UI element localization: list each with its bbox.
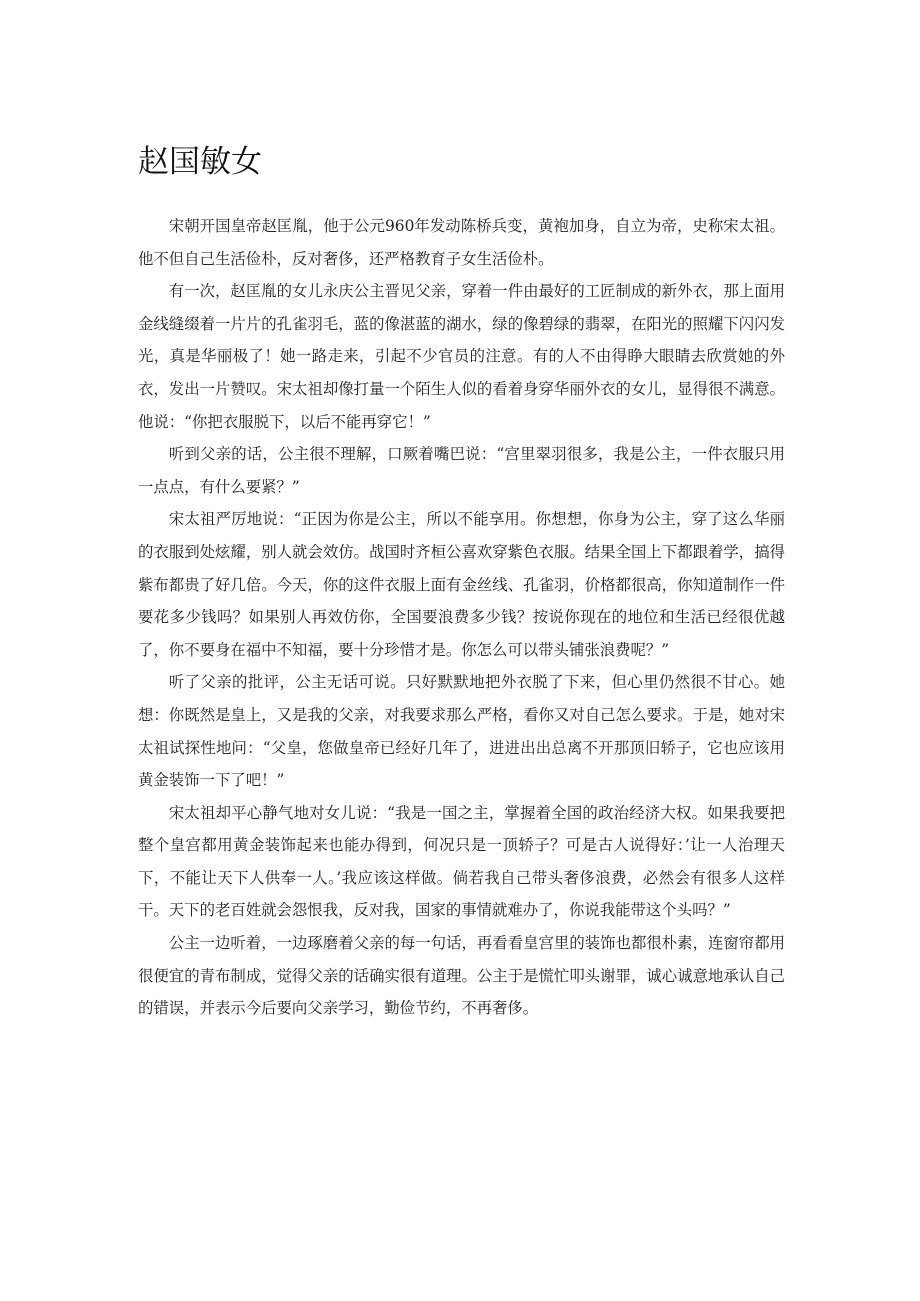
- paragraph-5: 听了父亲的批评，公主无话可说。只好默默地把外衣脱了下来，但心里仍然很不甘心。她想：你既然是皇上，又是我的父亲，对我要求那么严格，看你又对自己怎么要求。于是，她对宋太祖试探性地问：“父皇，您做皇帝已经好几年了，进进出出总离不开那顶旧轿子，它也应该用黄金装饰一下了吧！”: [138, 673, 785, 790]
- paragraph-7: 公主一边听着，一边琢磨着父亲的每一句话，再看看皇宫里的装饰也都很朴素，连窗帘都用很便宜的青布制成，觉得父亲的话确实很有道理。公主于是慌忙叩头谢罪，诚心诚意地承认自己的错误，并表示今后要向父亲学习，勤俭节约，不再奢侈。: [138, 934, 785, 1018]
- paragraph-1: 宋朝开国皇帝赵匡胤，他于公元960年发动陈桥兵变，黄袍加身，自立为帝，史称宋太祖。他不但自己生活俭朴，反对奢侈，还严格教育子女生活俭朴。: [138, 217, 785, 268]
- paragraph-2: 有一次，赵匡胤的女儿永庆公主晋见父亲，穿着一件由最好的工匠制成的新外衣，那上面用金线缝缀着一片片的孔雀羽毛，蓝的像湛蓝的湖水，绿的像碧绿的翡翠，在阳光的照耀下闪闪发光，真是华丽极了！她一路走来，引起不少官员的注意。有的人不由得睁大眼睛去欣赏她的外衣，发出一片赞叹。宋太祖却像打量一个陌生人似的看着身穿华丽外衣的女儿，显得很不满意。他说：“你把衣服脱下，以后不能再穿它！”: [138, 282, 785, 431]
- paragraph-4: 宋太祖严厉地说：“正因为你是公主，所以不能享用。你想想，你身为公主，穿了这么华丽的衣服到处炫耀，别人就会效仿。战国时齐桓公喜欢穿紫色衣服。结果全国上下都跟着学，搞得紫布都贵了好几倍。今天，你的这件衣服上面有金丝线、孔雀羽，价格都很高，你知道制作一件要花多少钱吗？如果别人再效仿你，全国要浪费多少钱？按说你现在的地位和生活已经很优越了，你不要身在福中不知福，要十分珍惜才是。你怎么可以带头铺张浪费呢？”: [138, 510, 785, 659]
- document-title: 赵国敏女: [138, 144, 262, 180]
- paragraph-3: 听到父亲的话，公主很不理解，口厥着嘴巴说：“宫里翠羽很多，我是公主，一件衣服只用一点点，有什么要紧？”: [138, 445, 785, 496]
- paragraph-6: 宋太祖却平心静气地对女儿说：“我是一国之主，掌握着全国的政治经济大权。如果我要把整个皇宫都用黄金装饰起来也能办得到，何况只是一顶轿子？可是古人说得好：’让一人治理天下，不能让天下人供奉一人。’我应该这样做。倘若我自己带头奢侈浪费，必然会有很多人这样干。天下的老百姓就会怨恨我，反对我，国家的事情就难办了，你说我能带这个头吗？”: [138, 803, 785, 920]
- document-page: [138, 140, 785, 1025]
